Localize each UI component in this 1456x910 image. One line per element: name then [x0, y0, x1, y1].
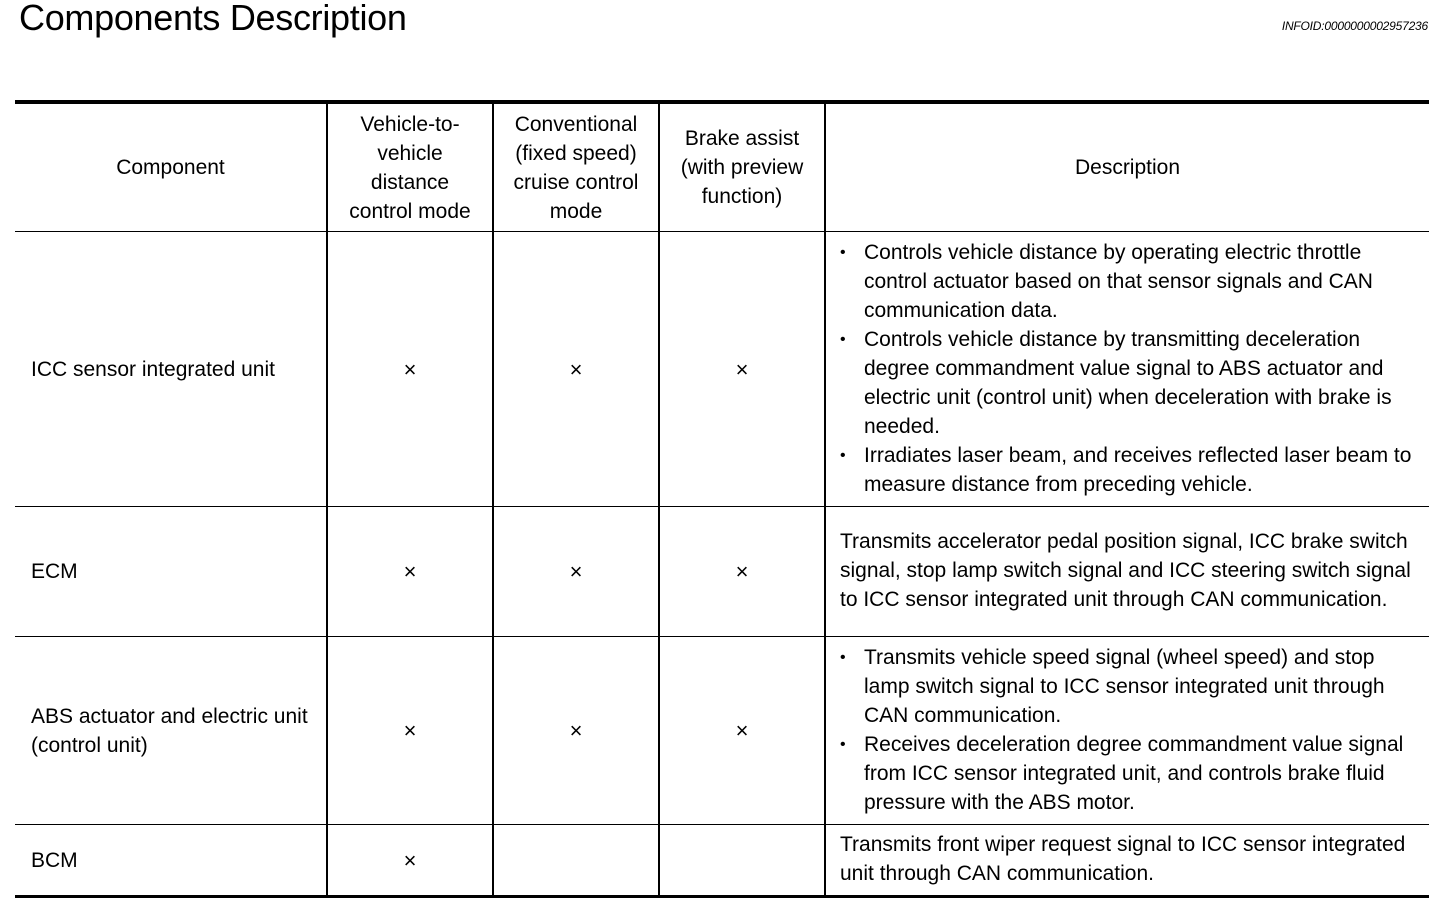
- v2v-mark: ×: [327, 232, 493, 507]
- page-title: Components Description: [19, 0, 407, 38]
- column-header-brake-assist-label: Brake assist (with preview function): [680, 127, 804, 208]
- conventional-mark: [493, 825, 659, 897]
- conventional-mark: ×: [493, 507, 659, 637]
- brake-assist-mark: ×: [659, 637, 825, 825]
- brake-assist-mark: ×: [659, 507, 825, 637]
- v2v-mark: ×: [327, 825, 493, 897]
- description-list: [840, 238, 1419, 499]
- brake-assist-mark: [659, 825, 825, 897]
- brake-assist-mark: ×: [659, 232, 825, 507]
- component-description: Transmits accelerator pedal position signal, ICC brake switch signal, stop lamp switch signal and ICC steering switch signal to ICC sensor integrated unit through CAN communication.: [825, 507, 1429, 637]
- description-item: • Controls vehicle distance by operating electric throttle control actuator based on that sensor signals and CAN communication data.: [840, 238, 1419, 325]
- column-header-brake-assist: [659, 102, 825, 232]
- description-item: • Irradiates laser beam, and receives reflected laser beam to measure distance from preceding vehicle.: [840, 441, 1419, 499]
- table-header-row: [15, 102, 1429, 232]
- table-row: [15, 825, 1429, 897]
- conventional-mark: ×: [493, 637, 659, 825]
- column-header-v2v-mode: [327, 102, 493, 232]
- components-table: [15, 100, 1429, 898]
- info-id: INFOID:0000000002957236: [1281, 19, 1428, 33]
- v2v-mark: ×: [327, 507, 493, 637]
- component-name: ABS actuator and electric unit (control unit): [15, 637, 327, 825]
- description-item: • Controls vehicle distance by transmitting deceleration degree commandment value signal to ABS actuator and electric unit (control unit) when deceleration with brake is needed.: [840, 325, 1419, 441]
- table-row: [15, 232, 1429, 507]
- description-item: • Receives deceleration degree commandment value signal from ICC sensor integrated unit, and controls brake fluid pressure with the ABS motor.: [840, 730, 1419, 817]
- v2v-mark: ×: [327, 637, 493, 825]
- component-name: ECM: [15, 507, 327, 637]
- description-list: [840, 643, 1419, 817]
- column-header-conventional-label: Conventional (fixed speed) cruise control mode: [513, 112, 639, 223]
- component-name: ICC sensor integrated unit: [15, 232, 327, 507]
- conventional-mark: ×: [493, 232, 659, 507]
- component-description: [825, 637, 1429, 825]
- table-row: [15, 637, 1429, 825]
- component-name: BCM: [15, 825, 327, 897]
- column-header-component: Component: [15, 102, 327, 232]
- column-header-description: Description: [825, 102, 1429, 232]
- column-header-conventional-mode: [493, 102, 659, 232]
- component-description: Transmits front wiper request signal to ICC sensor integrated unit through CAN communication.: [825, 825, 1429, 897]
- column-header-v2v-label: Vehicle-to-vehicle distance control mode: [349, 112, 471, 223]
- description-item: • Transmits vehicle speed signal (wheel speed) and stop lamp switch signal to ICC sensor integrated unit through CAN communication.: [840, 643, 1419, 730]
- component-description: [825, 232, 1429, 507]
- table-row: [15, 507, 1429, 637]
